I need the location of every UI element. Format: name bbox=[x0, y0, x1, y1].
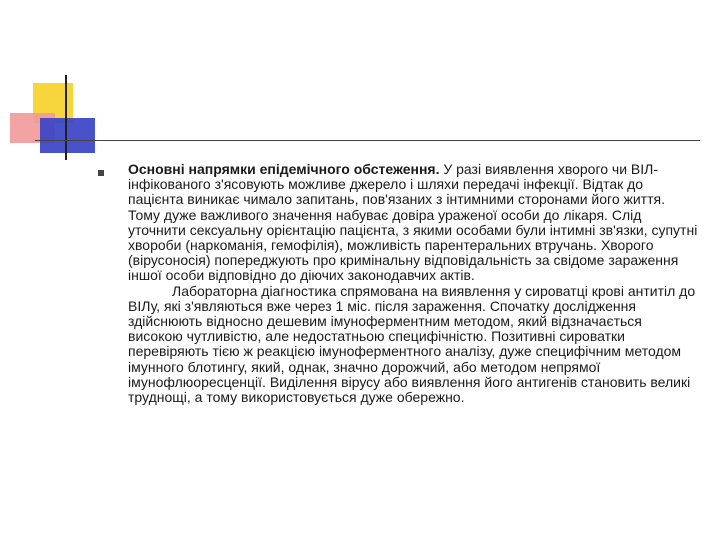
square-bullet-icon bbox=[98, 170, 104, 176]
bullet-item bbox=[98, 162, 698, 405]
decor-vertical-line bbox=[65, 75, 67, 160]
paragraph-1-text: У разі виявлення хворого чи ВІЛ-інфікованого з'ясовують можливе джерело і шляхи передачі інфекції. Відтак до пацієнта виникає чимало запитань, пов'язаних з інтимними сторонами його життя. Тому дуже важливого значення набуває довіра ураженої особи до лікаря. Слід уточнити сексуальну орієнтацію пацієнта, з якими особами були інтимні зв'язки, супутні хвороби (наркоманія, гемофілія), можливість парентеральних втручань. Хворого (вірусоносія) попереджують про кримінальну відповідальність за свідоме зараження іншої особи відповідно до діючих законодавчих актів. bbox=[128, 161, 698, 284]
section-heading: Основні напрямки епідемічного обстеження. bbox=[128, 161, 440, 177]
slide-content bbox=[98, 162, 698, 405]
paragraph-2 bbox=[128, 284, 698, 406]
decor-horizontal-line bbox=[35, 140, 700, 141]
decor-blue-square bbox=[40, 118, 95, 153]
paragraph-1 bbox=[128, 162, 698, 284]
paragraph-2-text: Лабораторна діагностика спрямована на виявлення у сироватці крові антитіл до ВІЛу, які з'являються вже через 1 міс. після зараження. Спочатку дослідження здійснюють відносно дешевим імуноферментним методом, який відзначається високою чутливістю, але недостатньою специфічністю. Позитивні сироватки перевіряють тією ж реакцією імуноферментного аналізу, дуже специфічним методом імунного блотингу, який, однак, значно дорожчий, або методом непрямої імунофлюоресценції. Виділення вірусу або виявлення його антигенів становить великі труднощі, а тому використовується дуже обережно. bbox=[128, 282, 696, 406]
